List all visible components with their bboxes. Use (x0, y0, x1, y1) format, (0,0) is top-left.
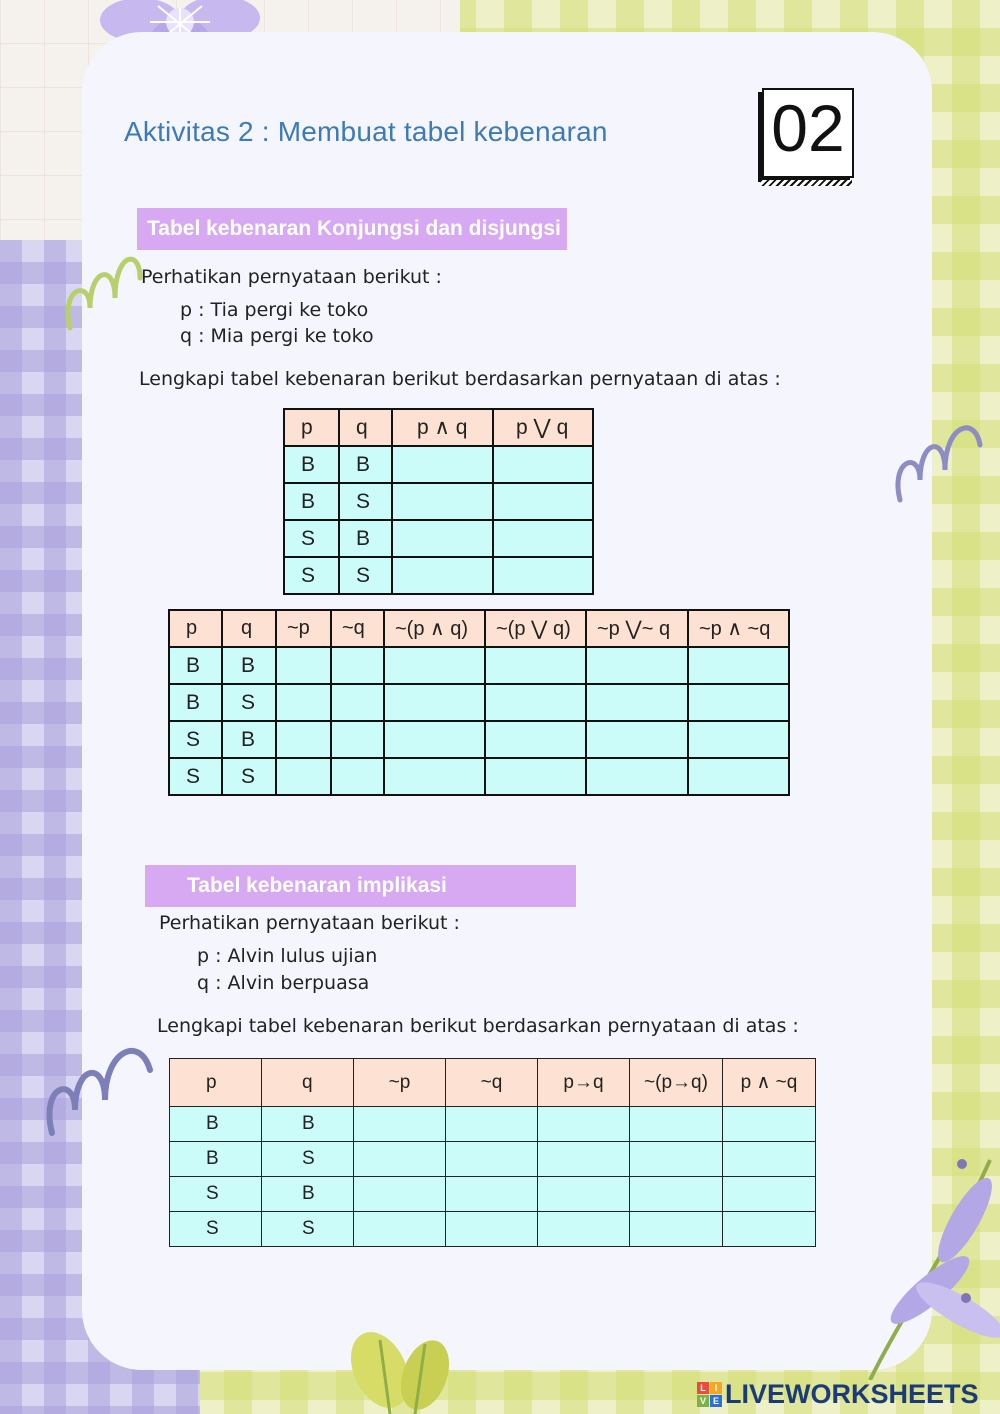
value-cell: S (169, 721, 222, 758)
header-cell-p-and-not-q: p ∧ ~q (723, 1059, 816, 1107)
answer-cell[interactable] (331, 721, 384, 758)
value-cell: B (169, 647, 222, 684)
answer-cell[interactable] (485, 647, 586, 684)
answer-cell[interactable] (688, 684, 789, 721)
value-cell: B (262, 1177, 354, 1212)
section-banner-conjunction-disjunction (137, 208, 567, 250)
header-cell-not-p-and-not-q: ~p ∧ ~q (688, 610, 789, 647)
logo-mark-letter: V (697, 1395, 709, 1407)
answer-cell[interactable] (485, 721, 586, 758)
header-cell-p-or-q: p ⋁ q (493, 409, 593, 446)
value-cell: S (222, 758, 276, 795)
answer-cell[interactable] (493, 520, 593, 557)
answer-cell[interactable] (446, 1177, 538, 1212)
value-cell: B (284, 446, 339, 483)
answer-cell[interactable] (630, 1107, 723, 1142)
answer-cell[interactable] (446, 1142, 538, 1177)
answer-cell[interactable] (331, 647, 384, 684)
answer-cell[interactable] (392, 520, 493, 557)
answer-cell[interactable] (723, 1212, 816, 1247)
header-cell-not-q: ~q (446, 1059, 538, 1107)
header-cell-not-p: ~p (276, 610, 331, 647)
header-cell-p: p (170, 1059, 262, 1107)
answer-cell[interactable] (331, 758, 384, 795)
answer-cell[interactable] (276, 758, 331, 795)
answer-cell[interactable] (538, 1107, 630, 1142)
answer-cell[interactable] (538, 1177, 630, 1212)
header-cell-not-q: ~q (331, 610, 384, 647)
statement-intro: Perhatikan pernyataan berikut : (141, 266, 442, 288)
answer-cell[interactable] (354, 1142, 446, 1177)
header-cell-q: q (339, 409, 392, 446)
answer-cell[interactable] (630, 1142, 723, 1177)
logo-mark-letter: L (697, 1382, 709, 1394)
header-cell-not-p-or-not-q: ~p ⋁~ q (586, 610, 688, 647)
answer-cell[interactable] (723, 1177, 816, 1212)
answer-cell[interactable] (384, 684, 485, 721)
answer-cell[interactable] (586, 647, 688, 684)
statement-p: p : Alvin lulus ujian (197, 945, 378, 967)
answer-cell[interactable] (384, 758, 485, 795)
section-banner-label: Tabel kebenaran implikasi (187, 874, 447, 897)
truth-table-conjunction-disjunction (283, 408, 594, 595)
value-cell: B (339, 446, 392, 483)
answer-cell[interactable] (354, 1177, 446, 1212)
answer-cell[interactable] (276, 721, 331, 758)
answer-cell[interactable] (630, 1177, 723, 1212)
header-cell-not-p-and-q: ~(p ∧ q) (384, 610, 485, 647)
spiral-decoration-purple-right (890, 405, 990, 505)
answer-cell[interactable] (493, 557, 593, 594)
value-cell: B (170, 1107, 262, 1142)
truth-table-negations (168, 609, 790, 796)
answer-cell[interactable] (586, 721, 688, 758)
value-cell: S (284, 557, 339, 594)
statement-q: q : Mia pergi ke toko (180, 325, 374, 347)
answer-cell[interactable] (493, 483, 593, 520)
leaf-decoration-bottom-right (850, 1140, 1000, 1380)
value-cell: S (284, 520, 339, 557)
instruction-text: Lengkapi tabel kebenaran berikut berdasarkan pernyataan di atas : (139, 368, 781, 390)
answer-cell[interactable] (331, 684, 384, 721)
instruction-text: Lengkapi tabel kebenaran berikut berdasarkan pernyataan di atas : (157, 1015, 799, 1037)
header-cell-p-implies-q: p→q (538, 1059, 630, 1107)
liveworksheets-logo[interactable] (697, 1378, 979, 1410)
value-cell: B (222, 721, 276, 758)
answer-cell[interactable] (723, 1142, 816, 1177)
answer-cell[interactable] (384, 647, 485, 684)
value-cell: B (262, 1107, 354, 1142)
spiral-decoration-purple-left (40, 1015, 160, 1140)
answer-cell[interactable] (392, 446, 493, 483)
answer-cell[interactable] (538, 1142, 630, 1177)
answer-cell[interactable] (485, 758, 586, 795)
value-cell: S (170, 1177, 262, 1212)
truth-table-implication (169, 1058, 816, 1247)
answer-cell[interactable] (586, 684, 688, 721)
section-banner-implication (145, 865, 576, 907)
answer-cell[interactable] (446, 1212, 538, 1247)
section-banner-label: Tabel kebenaran Konjungsi dan disjungsi (147, 217, 561, 240)
header-cell-not-p: ~p (354, 1059, 446, 1107)
answer-cell[interactable] (446, 1107, 538, 1142)
header-cell-p: p (169, 610, 222, 647)
value-cell: B (170, 1142, 262, 1177)
answer-cell[interactable] (723, 1107, 816, 1142)
value-cell: S (170, 1212, 262, 1247)
answer-cell[interactable] (354, 1107, 446, 1142)
header-cell-q: q (222, 610, 276, 647)
answer-cell[interactable] (392, 557, 493, 594)
value-cell: S (339, 557, 392, 594)
value-cell: S (339, 483, 392, 520)
header-cell-not-p-or-q: ~(p ⋁ q) (485, 610, 586, 647)
value-cell: B (284, 483, 339, 520)
answer-cell[interactable] (276, 647, 331, 684)
answer-cell[interactable] (392, 483, 493, 520)
header-cell-q: q (262, 1059, 354, 1107)
answer-cell[interactable] (485, 684, 586, 721)
logo-mark-letter: E (710, 1395, 722, 1407)
page-number-badge: 02 (762, 88, 854, 178)
answer-cell[interactable] (493, 446, 593, 483)
page-title: Aktivitas 2 : Membuat tabel kebenaran (124, 116, 608, 147)
answer-cell[interactable] (630, 1212, 723, 1247)
answer-cell[interactable] (538, 1212, 630, 1247)
header-cell-p: p (284, 409, 339, 446)
statement-p: p : Tia pergi ke toko (180, 299, 369, 321)
answer-cell[interactable] (586, 758, 688, 795)
answer-cell[interactable] (276, 684, 331, 721)
value-cell: S (169, 758, 222, 795)
answer-cell[interactable] (688, 721, 789, 758)
answer-cell[interactable] (384, 721, 485, 758)
answer-cell[interactable] (688, 758, 789, 795)
header-cell-not-p-implies-q: ~(p→q) (630, 1059, 723, 1107)
header-cell-p-and-q: p ∧ q (392, 409, 493, 446)
value-cell: S (222, 684, 276, 721)
answer-cell[interactable] (354, 1212, 446, 1247)
value-cell: B (169, 684, 222, 721)
logo-mark-letter: I (710, 1382, 722, 1394)
leaf-decoration-bottom (340, 1330, 470, 1414)
value-cell: S (262, 1142, 354, 1177)
logo-text: LIVEWORKSHEETS (725, 1378, 979, 1409)
value-cell: B (222, 647, 276, 684)
statement-q: q : Alvin berpuasa (197, 972, 370, 994)
liveworksheets-logo-icon (697, 1382, 722, 1407)
answer-cell[interactable] (688, 647, 789, 684)
value-cell: B (339, 520, 392, 557)
value-cell: S (262, 1212, 354, 1247)
statement-intro: Perhatikan pernyataan berikut : (159, 912, 460, 934)
